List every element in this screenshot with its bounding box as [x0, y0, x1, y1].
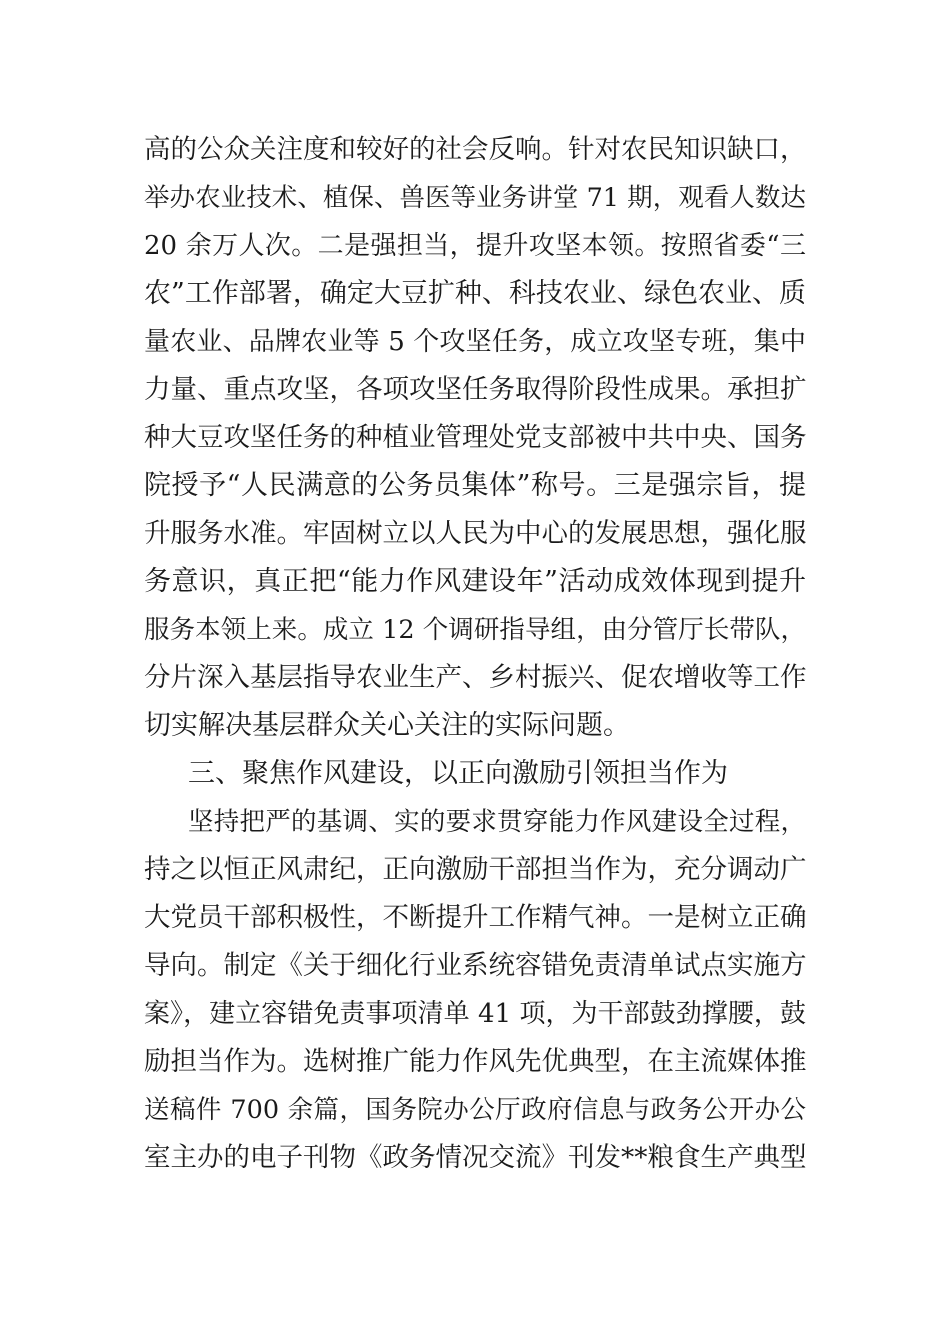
- body-text-line: 励担当作为。选树推广能力作风先优典型，在主流媒体推: [144, 1046, 807, 1077]
- body-text-line: 室主办的电子刊物《政务情况交流》刊发**粮食生产典型: [144, 1142, 807, 1173]
- body-text-line: 量农业、品牌农业等 5 个攻坚任务，成立攻坚专班，集中: [144, 327, 806, 357]
- body-text-line: 导向。制定《关于细化行业系统容错免责清单试点实施方: [144, 950, 807, 981]
- body-text-line: 分片深入基层指导农业生产、乡村振兴、促农增收等工作: [144, 662, 807, 693]
- body-text-line: 种大豆攻坚任务的种植业管理处党支部被中共中央、国务: [144, 422, 807, 453]
- body-text-line: 切实解决基层群众关心关注的实际问题。: [144, 710, 630, 741]
- body-text-line: 院授予“人民满意的公务员集体”称号。三是强宗旨，提: [144, 470, 806, 501]
- body-text-line: 20 余万人次。二是强担当，提升攻坚本领。按照省委“三: [144, 231, 806, 261]
- body-text-line: 坚持把严的基调、实的要求贯穿能力作风建设全过程，: [188, 807, 806, 837]
- body-text-line: 持之以恒正风肃纪，正向激励干部担当作为，充分调动广: [144, 854, 807, 885]
- body-text-line: 举办农业技术、植保、兽医等业务讲堂 71 期，观看人数达: [144, 183, 806, 213]
- section-heading: 三、聚焦作风建设，以正向激励引领担当作为: [188, 758, 728, 789]
- body-text-line: 务意识，真正把“能力作风建设年”活动成效体现到提升: [144, 566, 806, 597]
- body-text-line: 大党员干部积极性，不断提升工作精气神。一是树立正确: [144, 902, 807, 933]
- body-text-line: 服务本领上来。成立 12 个调研指导组，由分管厅长带队，: [144, 615, 806, 645]
- body-text-line: 力量、重点攻坚，各项攻坚任务取得阶段性成果。承担扩: [144, 374, 807, 405]
- body-text-line: 升服务水准。牢固树立以人民为中心的发展思想，强化服: [144, 518, 807, 549]
- body-text-line: 送稿件 700 余篇，国务院办公厅政府信息与政务公开办公: [144, 1095, 806, 1125]
- body-text-line: 高的公众关注度和较好的社会反响。针对农民知识缺口，: [144, 134, 807, 165]
- body-text-line: 案》，建立容错免责事项清单 41 项，为干部鼓劲撑腰，鼓: [144, 999, 806, 1029]
- body-text-line: 农”工作部署，确定大豆扩种、科技农业、绿色农业、质: [144, 278, 806, 309]
